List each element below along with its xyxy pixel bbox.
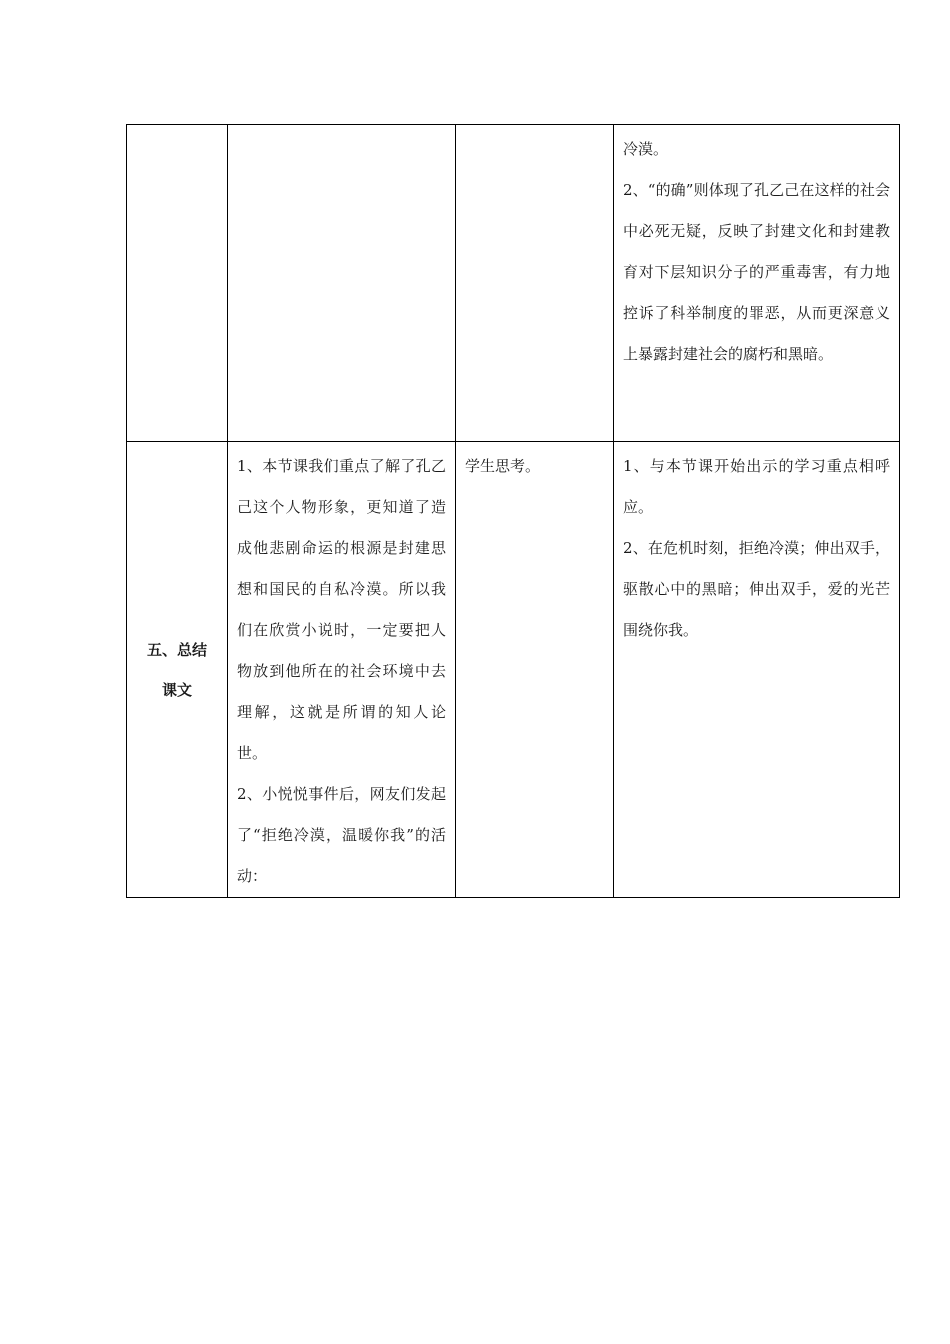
lesson-plan-table bbox=[126, 124, 900, 898]
cell-paragraph: 2、小悦悦事件后，网友们发起了“拒绝冷漠，温暖你我”的活动： bbox=[237, 785, 446, 885]
section-title-line: 课文 bbox=[161, 680, 192, 699]
cell-paragraph: 1、与本节课开始出示的学习重点相呼应。 bbox=[623, 457, 890, 516]
table-cell-student-activity bbox=[456, 125, 614, 442]
table-row bbox=[127, 125, 900, 442]
cell-paragraph: 1、本节课我们重点了解了孔乙己这个人物形象，更知道了造成他悲剧命运的根源是封建思想和国民的自私冷漠。所以我们在欣赏小说时，一定要把人物放到他所在的社会环境中去理解，这就是所谓的知人论世。 bbox=[237, 457, 446, 762]
cell-paragraph: 2、在危机时刻，拒绝冷漠；伸出双手，驱散心中的黑暗；伸出双手，爱的光芒围绕你我。 bbox=[623, 539, 890, 639]
cell-paragraph: 学生思考。 bbox=[465, 457, 541, 475]
table-cell-section bbox=[127, 442, 228, 898]
table-cell-design-intent bbox=[614, 442, 900, 898]
cell-paragraph: 冷漠。 bbox=[623, 140, 669, 158]
section-title-line: 五、总结 bbox=[146, 640, 207, 659]
table-cell-section bbox=[127, 125, 228, 442]
cell-paragraph: 2、“的确”则体现了孔乙己在这样的社会中必死无疑，反映了封建文化和封建教育对下层知识分子的严重毒害，有力地控诉了科举制度的罪恶，从而更深意义上暴露封建社会的腐朽和黑暗。 bbox=[623, 181, 890, 363]
table-row bbox=[127, 442, 900, 898]
table-cell-teacher-activity bbox=[228, 442, 456, 898]
table-cell-teacher-activity bbox=[228, 125, 456, 442]
table-cell-design-intent bbox=[614, 125, 900, 442]
table-cell-student-activity bbox=[456, 442, 614, 898]
